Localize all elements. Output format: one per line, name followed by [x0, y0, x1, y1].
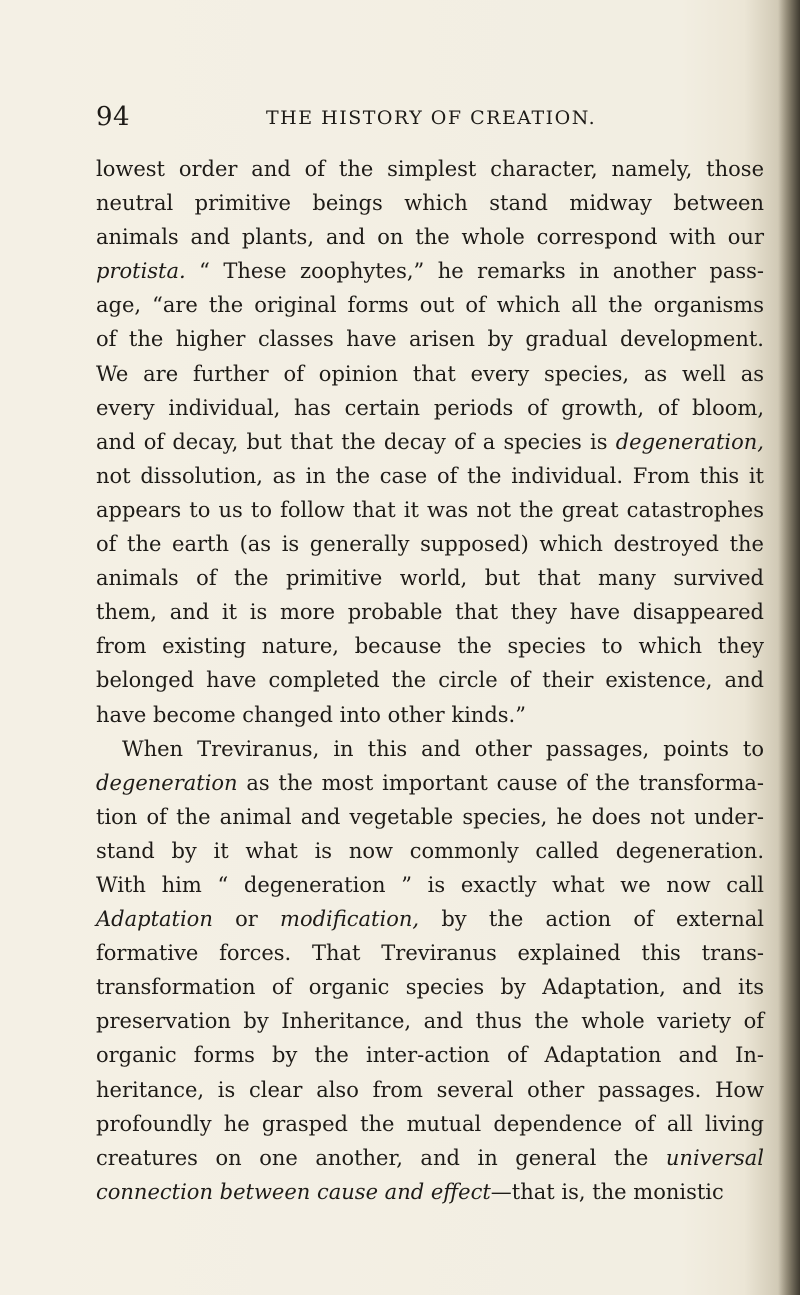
- italic-term: connection between cause and effect: [96, 1179, 491, 1204]
- body-text: [96, 152, 764, 1209]
- text-line: We are further of opinion that every species, as well as: [96, 361, 764, 386]
- page-edge-shadow: [778, 0, 800, 1295]
- text-line: [96, 425, 764, 459]
- text-line: belonged have completed the circle of their existence, and: [96, 668, 764, 693]
- text-line: organic forms by the inter-action of Adaptation and In-: [96, 1043, 764, 1068]
- text-line: have become changed into other kinds.”: [96, 702, 526, 727]
- text-line: When Treviranus, in this and other passages, points to: [122, 736, 764, 761]
- text-line: lowest order and of the simplest character, namely, those: [96, 157, 764, 181]
- text-run: creatures on one another, and in general the: [96, 1145, 666, 1170]
- text-line: animals and plants, and on the whole correspond with our: [96, 225, 764, 250]
- text-line: them, and it is more probable that they have disappeared: [96, 600, 764, 625]
- italic-term: degeneration: [96, 770, 238, 795]
- text-run: —that is, the monistic: [490, 1179, 724, 1204]
- text-line: every individual, has certain periods of growth, of bloom,: [96, 395, 764, 420]
- text-line: of the higher classes have arisen by gradual development.: [96, 327, 764, 352]
- text-line: appears to us to follow that it was not the great catastrophes: [96, 497, 764, 522]
- text-line: [96, 1175, 764, 1209]
- text-run: “ These zoophytes,” he remarks in another pass-: [185, 259, 764, 284]
- text-run: or: [212, 907, 281, 932]
- running-title: THE HISTORY OF CREATION.: [266, 107, 597, 129]
- italic-term: degeneration,: [615, 429, 764, 454]
- italic-term: universal: [665, 1145, 764, 1170]
- text-line: [96, 902, 764, 936]
- text-line: formative forces. That Treviranus explained this trans-: [96, 941, 764, 966]
- text-line: [96, 254, 764, 288]
- italic-term: protista.: [96, 259, 186, 284]
- text-line: stand by it what is now commonly called degeneration.: [96, 838, 764, 863]
- text-run: by the action of external: [419, 907, 764, 932]
- text-line: tion of the animal and vegetable species, he does not under-: [96, 804, 764, 829]
- text-line: profoundly he grasped the mutual dependence of all living: [96, 1111, 764, 1136]
- text-line: preservation by Inheritance, and thus the whole variety of: [96, 1009, 764, 1034]
- page-number: 94: [96, 102, 131, 132]
- text-line: age, “are the original forms out of which all the organisms: [96, 293, 764, 318]
- text-line: of the earth (as is generally supposed) which destroyed the: [96, 532, 764, 557]
- text-line: not dissolution, as in the case of the individual. From this it: [96, 463, 764, 488]
- text-line: animals of the primitive world, but that many survived: [96, 566, 764, 591]
- text-line: transformation of organic species by Adaptation, and its: [96, 975, 764, 1000]
- text-line: heritance, is clear also from several other passages. How: [96, 1077, 764, 1102]
- text-run: and of decay, but that the decay of a species is: [96, 429, 616, 454]
- text-line: With him “ degeneration ” is exactly what we now call: [96, 872, 764, 897]
- text-line: [96, 1141, 764, 1175]
- italic-term: Adaptation: [96, 907, 213, 932]
- text-line: neutral primitive beings which stand midway between: [96, 191, 764, 216]
- page-header: [96, 102, 776, 136]
- text-line: from existing nature, because the species to which they: [96, 634, 764, 659]
- italic-term: modification,: [280, 907, 420, 932]
- text-line: [96, 766, 764, 800]
- text-run: as the most important cause of the transforma-: [237, 770, 764, 795]
